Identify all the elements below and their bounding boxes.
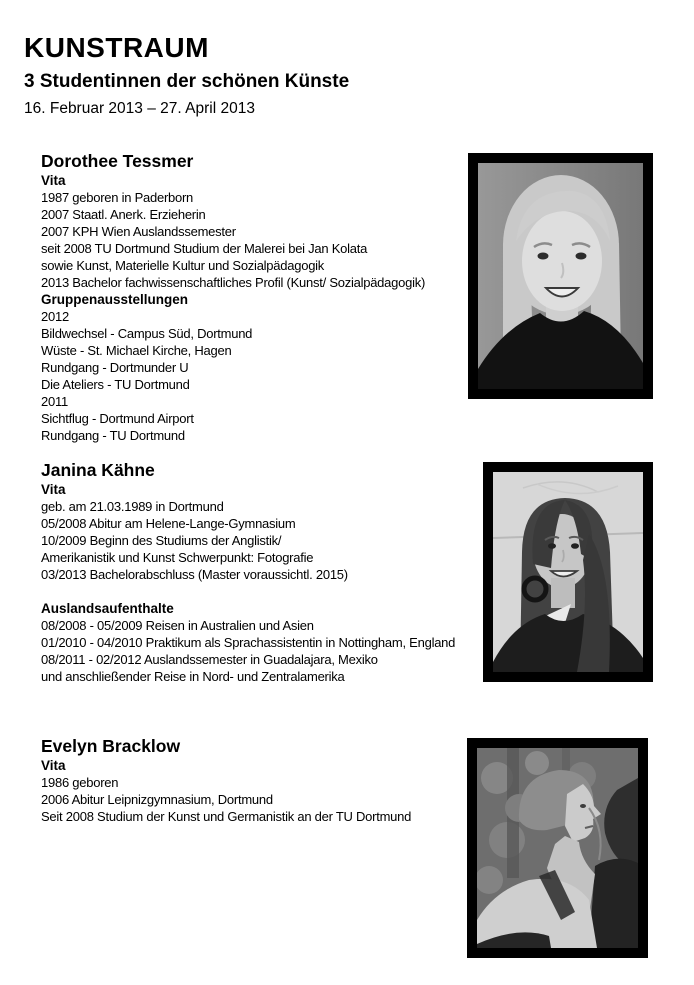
bio-heading-vita: Vita bbox=[41, 758, 66, 773]
portrait-photo-dorothee-tessmer bbox=[478, 163, 643, 389]
bio-line: Wüste - St. Michael Kirche, Hagen bbox=[41, 343, 232, 358]
bio-line: 05/2008 Abitur am Helene-Lange-Gymnasium bbox=[41, 516, 296, 531]
portrait-photo-evelyn-bracklow bbox=[477, 748, 638, 948]
bio-line: Bildwechsel - Campus Süd, Dortmund bbox=[41, 326, 253, 341]
bio-line: 01/2010 - 04/2010 Praktikum als Sprachassistentin in Nottingham, England bbox=[41, 635, 456, 650]
bio-line: Rundgang - Dortmunder U bbox=[41, 360, 189, 375]
portrait-photo-frame-evelyn bbox=[467, 738, 648, 958]
artist-name: Dorothee Tessmer bbox=[41, 151, 194, 171]
bio-line: 10/2009 Beginn des Studiums der Anglistik/ bbox=[41, 533, 282, 548]
artist-section-evelyn-bracklow bbox=[41, 736, 491, 825]
bio-line: und anschließender Reise in Nord- und Zentralamerika bbox=[41, 669, 345, 684]
artist-section-dorothee-tessmer bbox=[41, 151, 491, 444]
bio-line: 1987 geboren in Paderborn bbox=[41, 190, 194, 205]
page-title: KUNSTRAUM bbox=[24, 32, 209, 63]
bio-heading-vita: Vita bbox=[41, 482, 66, 497]
bio-line: 2007 Staatl. Anerk. Erzieherin bbox=[41, 207, 206, 222]
bio-heading-auslandsaufenthalte: Auslandsaufenthalte bbox=[41, 601, 174, 616]
bio-line: seit 2008 TU Dortmund Studium der Malerei bei Jan Kolata bbox=[41, 241, 368, 256]
bio-line: 2007 KPH Wien Auslandssemester bbox=[41, 224, 236, 239]
artist-section-janina-kaehne bbox=[41, 460, 491, 685]
bio-line: 2012 bbox=[41, 309, 69, 324]
bio-line: Rundgang - TU Dortmund bbox=[41, 428, 185, 443]
artist-name: Janina Kähne bbox=[41, 460, 155, 480]
bio-line: geb. am 21.03.1989 in Dortmund bbox=[41, 499, 224, 514]
bio-line: Sichtflug - Dortmund Airport bbox=[41, 411, 194, 426]
bio-line: 08/2011 - 02/2012 Auslandssemester in Guadalajara, Mexiko bbox=[41, 652, 378, 667]
bio-heading-gruppenausstellungen: Gruppenausstellungen bbox=[41, 292, 189, 307]
bio-line: Amerikanistik und Kunst Schwerpunkt: Fotografie bbox=[41, 550, 314, 565]
bio-line: 1986 geboren bbox=[41, 775, 119, 790]
bio-line: 08/2008 - 05/2009 Reisen in Australien und Asien bbox=[41, 618, 314, 633]
bio-line: Seit 2008 Studium der Kunst und Germanistik an der TU Dortmund bbox=[41, 809, 412, 824]
exhibition-dates: 16. Februar 2013 – 27. April 2013 bbox=[24, 100, 255, 117]
bio-line: 2011 bbox=[41, 394, 68, 409]
bio-line: 03/2013 Bachelorabschluss (Master voraussichtl. 2015) bbox=[41, 567, 348, 582]
bio-line: 2006 Abitur Leipnizgymnasium, Dortmund bbox=[41, 792, 273, 807]
bio-line: sowie Kunst, Materielle Kultur und Sozialpädagogik bbox=[41, 258, 325, 273]
flyer-header bbox=[24, 33, 349, 118]
portrait-photo-frame-dorothee bbox=[468, 153, 653, 399]
portrait-photo-janina-kaehne bbox=[493, 472, 643, 672]
page-subtitle: 3 Studentinnen der schönen Künste bbox=[24, 71, 350, 92]
artist-name: Evelyn Bracklow bbox=[41, 736, 181, 756]
bio-line: Die Ateliers - TU Dortmund bbox=[41, 377, 190, 392]
bio-line: 2013 Bachelor fachwissenschaftliches Profil (Kunst/ Sozialpädagogik) bbox=[41, 275, 426, 290]
bio-heading-vita: Vita bbox=[41, 173, 66, 188]
portrait-photo-frame-janina bbox=[483, 462, 653, 682]
